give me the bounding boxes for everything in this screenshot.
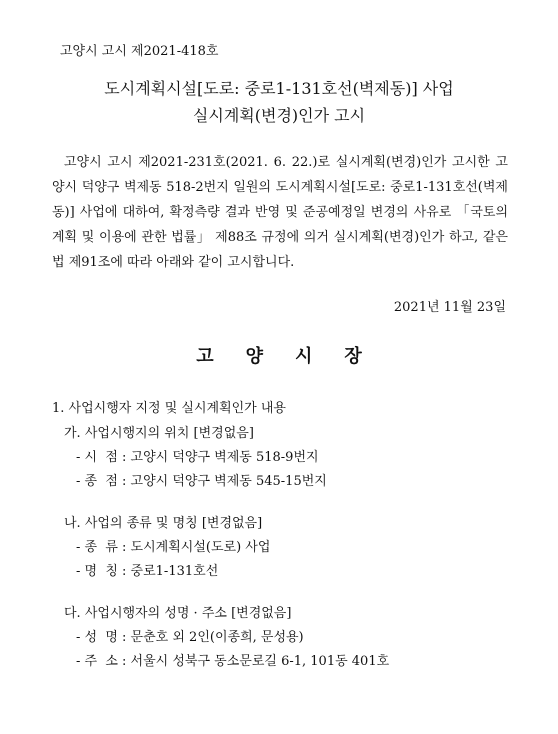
title-line-1: 도시계획시설[도로: 중로1-131호선(벽제동)] 사업 — [104, 79, 454, 98]
subsection-c-heading: 다. 사업시행자의 성명 · 주소 [변경없음] — [64, 606, 292, 621]
subsection-a-heading: 가. 사업시행지의 위치 [변경없음] — [64, 426, 254, 441]
notice-date: 2021년 11월 23일 — [393, 300, 506, 315]
title-line-2: 실시계획(변경)인가 고시 — [192, 106, 366, 125]
signer-name: 고양시장 — [196, 346, 394, 367]
body-paragraph: 고양시 고시 제2021-231호(2021. 6. 22.)로 실시계획(변경)인가 고시한 고양시 덕양구 벽제동 518-2번지 일원의 도시계획시설[도로: 중로1-131호선(벽제동)] 사업에 대하여, 확정측량 결과 반영 및 준공예정일 변경의 사유로 「국토의 계획 및 이용에 관한 법률」 제88조 규정에 의거 실시계획(변경)인가 하고, 같은 법 제91조에 따라 아래와 같이 고시합니다. — [52, 155, 508, 270]
operator-name-item: - 성 명 : 문춘호 외 2인(이종희, 문성용) — [76, 630, 304, 645]
location-start-item: - 시 점 : 고양시 덕양구 벽제동 518-9번지 — [76, 450, 319, 465]
subsection-b-heading: 나. 사업의 종류 및 명칭 [변경없음] — [64, 516, 263, 531]
project-type-item: - 종 류 : 도시계획시설(도로) 사업 — [76, 540, 271, 555]
location-end-item: - 종 점 : 고양시 덕양구 벽제동 545-15번지 — [76, 474, 327, 489]
operator-address-item: - 주 소 : 서울시 성북구 동소문로길 6-1, 101동 401호 — [76, 654, 390, 669]
section-1-heading: 1. 사업시행자 지정 및 실시계획인가 내용 — [52, 401, 286, 416]
project-name-item: - 명 칭 : 중로1-131호선 — [76, 564, 219, 579]
notice-number: 고양시 고시 제2021-418호 — [60, 44, 219, 59]
